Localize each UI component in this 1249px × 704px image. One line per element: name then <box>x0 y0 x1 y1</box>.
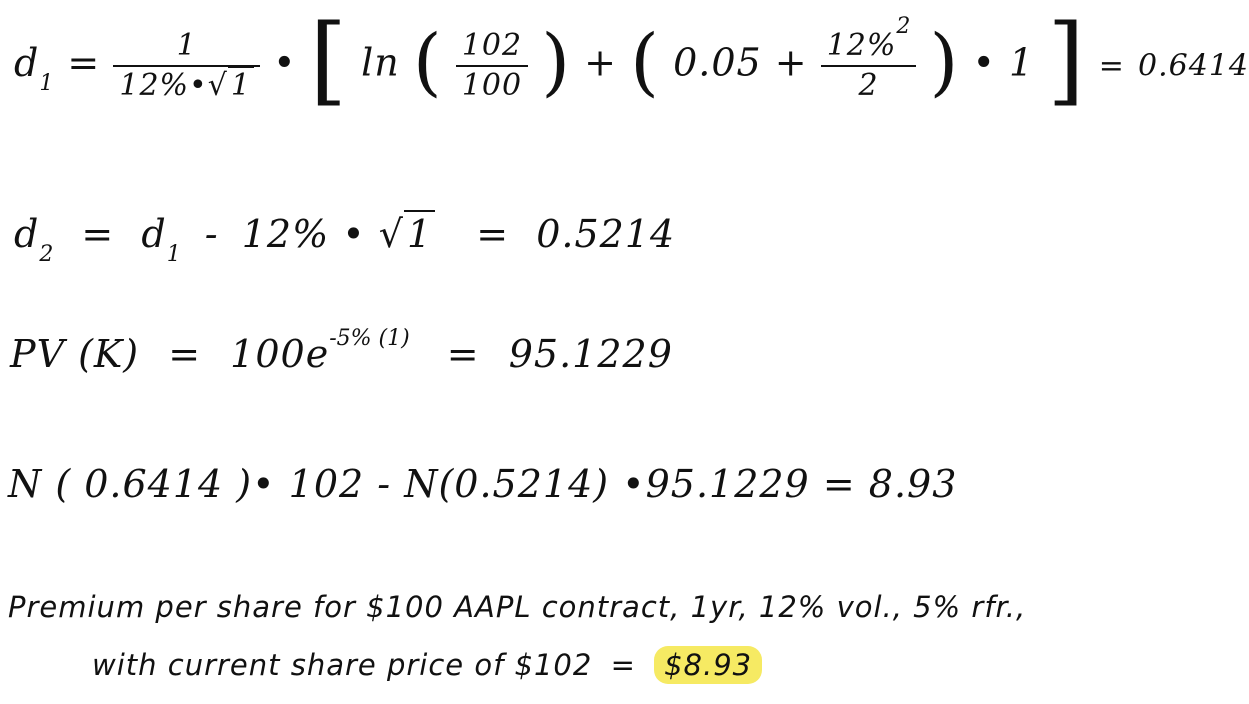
share-price: 102 <box>288 462 365 506</box>
premium-equals: = <box>822 462 856 506</box>
d1-result-equals: = <box>1098 48 1125 84</box>
pvk-lhs: PV (K) <box>10 332 140 376</box>
n1-label: N <box>8 462 43 506</box>
summary-line-2 <box>92 648 762 682</box>
highlighted-answer: $8.93 <box>654 646 762 684</box>
pvk-base: 100e <box>230 332 330 376</box>
pvk-exponent: -5% (1) <box>329 326 410 351</box>
vol-fraction <box>821 13 917 104</box>
vol-numerator: 12%$^2$ <box>826 13 911 63</box>
dot-1: • <box>252 462 276 506</box>
summary-line-1: Premium per share for $100 AAPL contract, 1yr, 12% vol., 5% rfr., <box>8 590 1027 624</box>
d1-result: 0.6414 <box>1138 48 1249 84</box>
ln-fraction <box>456 29 528 104</box>
d1-outer-denominator: 12%•√ 1 <box>113 69 260 104</box>
close-bracket: ] <box>1047 4 1086 116</box>
premium-equation <box>8 462 957 506</box>
d2-rhs-d1: $d_1$ <box>141 212 182 267</box>
pvk-result-equals: = <box>446 332 480 376</box>
pvk-equation <box>10 326 673 376</box>
time-value: 1 <box>1008 40 1035 85</box>
n2-arg: (0.5214) <box>438 462 610 506</box>
d2-result-equals: = <box>476 212 510 256</box>
premium-result: 8.93 <box>868 462 958 506</box>
d2-minus: - <box>204 212 219 256</box>
d2-equation <box>14 212 676 267</box>
d2-result: 0.5214 <box>536 212 676 256</box>
d2-dot: • <box>342 212 366 256</box>
d2-vol: 12% <box>241 212 330 256</box>
dot-2: • <box>622 462 646 506</box>
d2-lhs: $d_2$ <box>14 212 55 267</box>
d1-equation <box>14 4 1249 122</box>
d1-outer-fraction <box>113 29 260 104</box>
d1-lhs: $d_1$ <box>14 40 55 96</box>
pvk-value: 95.1229 <box>645 462 810 506</box>
n1-arg: ( 0.6414 ) <box>55 462 253 506</box>
d1-equals: = <box>67 40 101 85</box>
fraction-bar <box>456 65 528 67</box>
open-bracket: [ <box>309 4 349 116</box>
time-dot: • <box>972 40 996 85</box>
ln-label: ln <box>361 40 400 85</box>
term-close-paren: ) <box>929 19 960 105</box>
plus-sign-2: + <box>774 40 808 85</box>
sqrt-symbol: √1 <box>379 212 435 256</box>
ln-open-paren: ( <box>412 19 443 105</box>
vol-denominator: 2 <box>858 68 879 103</box>
risk-free-rate: 0.05 <box>673 40 762 85</box>
fraction-bar <box>821 65 917 67</box>
n2-label: N <box>404 462 439 506</box>
ln-numerator: 102 <box>461 27 523 63</box>
d1-outer-numerator: 1 <box>176 27 197 63</box>
pvk-equals: = <box>168 332 202 376</box>
minus-sign: - <box>377 462 392 506</box>
summary-equals: = <box>610 648 636 682</box>
d1-mult-dot: • <box>273 40 297 85</box>
term-open-paren: ( <box>630 19 660 105</box>
pvk-result: 95.1229 <box>508 332 673 376</box>
ln-close-paren: ) <box>541 19 572 105</box>
summary-line-2-text: with current share price of $102 <box>92 648 593 682</box>
ln-denominator: 100 <box>461 68 523 103</box>
sqrt-symbol: √ 1 <box>208 69 254 104</box>
d2-equals: = <box>81 212 115 256</box>
plus-sign: + <box>584 40 617 85</box>
